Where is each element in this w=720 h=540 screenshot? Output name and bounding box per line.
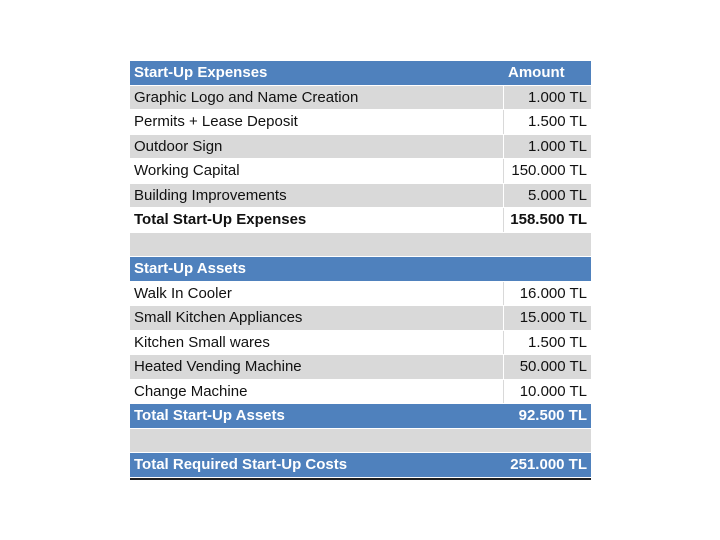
- spacer-cell: [503, 429, 591, 453]
- spacer-cell: [503, 233, 591, 257]
- header-label: Start-Up Expenses: [134, 64, 268, 81]
- header-amount: Amount: [508, 64, 565, 81]
- row-label: Total Start-Up Assets: [134, 407, 285, 424]
- row-amount: 16.000 TL: [503, 282, 591, 306]
- row-amount: 50.000 TL: [503, 355, 591, 379]
- row-label: Outdoor Sign: [134, 137, 223, 155]
- row-label: Permits + Lease Deposit: [134, 113, 298, 130]
- assets-total-row: [130, 404, 591, 429]
- assets-header-row: [130, 257, 591, 282]
- table-row: [130, 282, 591, 307]
- table-row: [130, 380, 591, 405]
- assets-header-amount: [503, 257, 591, 281]
- table-row: [130, 110, 591, 135]
- row-label: Small Kitchen Appliances: [134, 309, 303, 326]
- row-amount: 10.000 TL: [503, 380, 591, 404]
- row-amount: 1.500 TL: [503, 331, 591, 355]
- row-amount: 1.000 TL: [503, 135, 591, 159]
- spacer-cell: [130, 429, 503, 453]
- table-row: [130, 86, 591, 111]
- table-header-row: [130, 61, 591, 86]
- startup-costs-table: [130, 61, 591, 480]
- row-label: Total Start-Up Expenses: [134, 211, 307, 228]
- spacer-row: [130, 429, 591, 454]
- table-row: [130, 355, 591, 380]
- row-label: Graphic Logo and Name Creation: [134, 88, 359, 106]
- row-amount: 1.000 TL: [503, 86, 591, 110]
- spacer-row: [130, 233, 591, 258]
- row-amount: 158.500 TL: [503, 208, 591, 232]
- row-label: Working Capital: [134, 162, 240, 179]
- row-amount: 1.500 TL: [503, 110, 591, 134]
- row-label: Walk In Cooler: [134, 284, 232, 302]
- row-amount: 92.500 TL: [518, 407, 587, 424]
- table-row: [130, 159, 591, 184]
- row-label: Change Machine: [134, 382, 248, 400]
- grand-total-row: [130, 453, 591, 478]
- table-row: [130, 306, 591, 331]
- assets-header-label: Start-Up Assets: [134, 260, 246, 277]
- row-amount: 5.000 TL: [503, 184, 591, 208]
- spacer-cell: [130, 233, 503, 257]
- row-amount: 150.000 TL: [503, 159, 591, 183]
- row-amount: 251.000 TL: [510, 456, 587, 473]
- row-amount: 15.000 TL: [503, 306, 591, 330]
- table-row: [130, 184, 591, 209]
- row-label: Building Improvements: [134, 186, 287, 204]
- row-label: Heated Vending Machine: [134, 358, 302, 375]
- row-label: Total Required Start-Up Costs: [134, 456, 348, 473]
- table-row: [130, 135, 591, 160]
- table-row: [130, 331, 591, 356]
- expenses-total-row: [130, 208, 591, 233]
- row-label: Kitchen Small wares: [134, 333, 270, 351]
